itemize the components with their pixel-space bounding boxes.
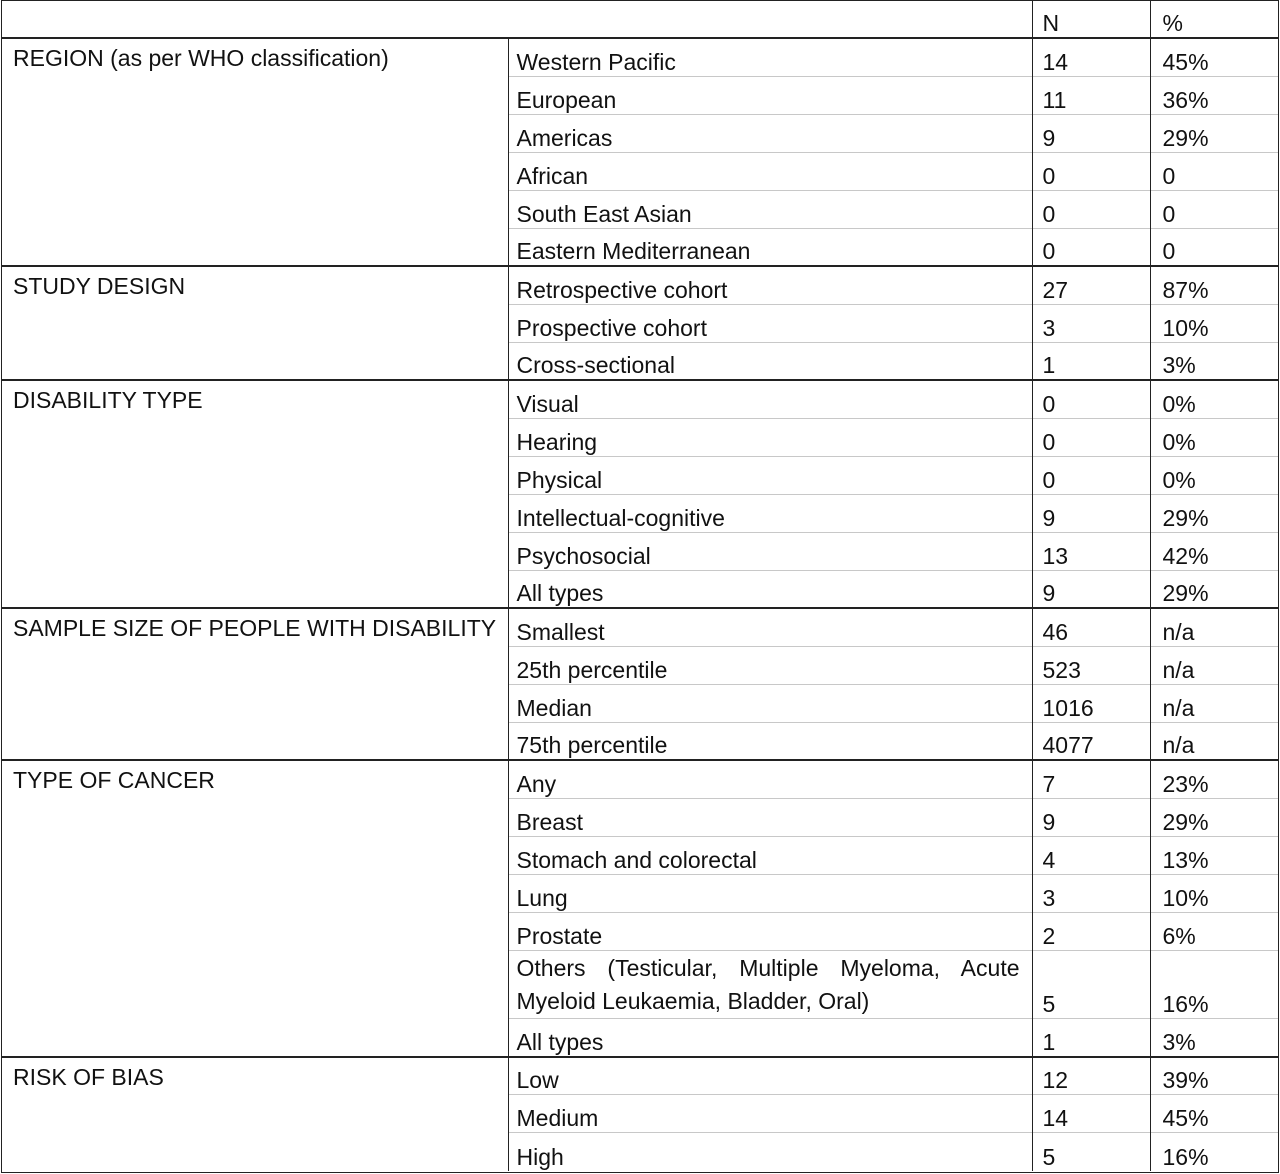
subcategory-label: Americas: [508, 114, 1032, 152]
count-value: 1: [1032, 342, 1150, 380]
count-value: 0: [1032, 456, 1150, 494]
count-value: 0: [1032, 418, 1150, 456]
subcategory-label: Prostate: [508, 912, 1032, 950]
count-value: 9: [1032, 570, 1150, 608]
count-value: 9: [1032, 494, 1150, 532]
table-row: [2, 266, 1278, 304]
subcategory-label: European: [508, 76, 1032, 114]
percent-value: 6%: [1150, 912, 1278, 950]
category-label: STUDY DESIGN: [2, 266, 508, 380]
percent-value: 45%: [1150, 38, 1278, 76]
count-value: 14: [1032, 1095, 1150, 1133]
percent-value: 16%: [1150, 950, 1278, 1019]
percent-value: 10%: [1150, 874, 1278, 912]
table-row: [2, 760, 1278, 798]
header-percent: %: [1162, 10, 1183, 37]
count-value: 12: [1032, 1057, 1150, 1095]
percent-value: 29%: [1150, 494, 1278, 532]
percent-value: 23%: [1150, 760, 1278, 798]
category-label: SAMPLE SIZE OF PEOPLE WITH DISABILITY: [2, 608, 508, 760]
category-label: TYPE OF CANCER: [2, 760, 508, 1057]
subcategory-label: All types: [508, 1019, 1032, 1057]
count-value: 1016: [1032, 684, 1150, 722]
count-value: 3: [1032, 304, 1150, 342]
count-value: 2: [1032, 912, 1150, 950]
subcategory-label: South East Asian: [508, 190, 1032, 228]
count-value: 4077: [1032, 722, 1150, 760]
subcategory-label: Any: [508, 760, 1032, 798]
subcategory-label: 75th percentile: [508, 722, 1032, 760]
subcategory-label: Visual: [508, 380, 1032, 418]
percent-value: 13%: [1150, 836, 1278, 874]
percent-value: 29%: [1150, 114, 1278, 152]
count-value: 0: [1032, 380, 1150, 418]
percent-value: 42%: [1150, 532, 1278, 570]
percent-value: n/a: [1150, 646, 1278, 684]
header-row: [2, 1, 1278, 38]
subcategory-label: Cross-sectional: [508, 342, 1032, 380]
subcategory-label: High: [508, 1133, 1032, 1171]
subcategory-label: Psychosocial: [508, 532, 1032, 570]
percent-value: 3%: [1150, 1019, 1278, 1057]
subcategory-label: Medium: [508, 1095, 1032, 1133]
percent-value: 39%: [1150, 1057, 1278, 1095]
table-row: [2, 1057, 1278, 1095]
subcategory-label: Hearing: [508, 418, 1032, 456]
percent-value: 10%: [1150, 304, 1278, 342]
percent-value: 16%: [1150, 1133, 1278, 1171]
count-value: 13: [1032, 532, 1150, 570]
percent-value: 87%: [1150, 266, 1278, 304]
count-value: 4: [1032, 836, 1150, 874]
subcategory-label: Breast: [508, 798, 1032, 836]
percent-value: n/a: [1150, 684, 1278, 722]
subcategory-label: Western Pacific: [508, 38, 1032, 76]
subcategory-label: Intellectual-cognitive: [508, 494, 1032, 532]
count-value: 0: [1032, 228, 1150, 266]
category-label: RISK OF BIAS: [2, 1057, 508, 1171]
count-value: 3: [1032, 874, 1150, 912]
count-value: 523: [1032, 646, 1150, 684]
count-value: 27: [1032, 266, 1150, 304]
percent-value: 3%: [1150, 342, 1278, 380]
count-value: 5: [1032, 950, 1150, 1019]
subcategory-label: Low: [508, 1057, 1032, 1095]
subcategory-label: Median: [508, 684, 1032, 722]
percent-value: 0%: [1150, 380, 1278, 418]
subcategory-label: Lung: [508, 874, 1032, 912]
category-label: DISABILITY TYPE: [2, 380, 508, 608]
category-label: REGION (as per WHO classification): [2, 38, 508, 266]
percent-value: 0%: [1150, 456, 1278, 494]
percent-value: 45%: [1150, 1095, 1278, 1133]
count-value: 5: [1032, 1133, 1150, 1171]
subcategory-label: 25th percentile: [508, 646, 1032, 684]
percent-value: 0: [1150, 152, 1278, 190]
count-value: 1: [1032, 1019, 1150, 1057]
count-value: 9: [1032, 798, 1150, 836]
count-value: 9: [1032, 114, 1150, 152]
table-row: [2, 608, 1278, 646]
percent-value: 0: [1150, 228, 1278, 266]
subcategory-label: Physical: [508, 456, 1032, 494]
count-value: 0: [1032, 190, 1150, 228]
table-row: [2, 380, 1278, 418]
count-value: 7: [1032, 760, 1150, 798]
subcategory-label: Smallest: [508, 608, 1032, 646]
subcategory-label: African: [508, 152, 1032, 190]
subcategory-label: All types: [508, 570, 1032, 608]
subcategory-label: Prospective cohort: [508, 304, 1032, 342]
subcategory-label: Stomach and colorectal: [508, 836, 1032, 874]
count-value: 0: [1032, 152, 1150, 190]
percent-value: n/a: [1150, 608, 1278, 646]
percent-value: 29%: [1150, 798, 1278, 836]
count-value: 11: [1032, 76, 1150, 114]
table-row: [2, 38, 1278, 76]
percent-value: 29%: [1150, 570, 1278, 608]
header-blank-cell: [2, 1, 1032, 38]
subcategory-label: Retrospective cohort: [508, 266, 1032, 304]
percent-value: 0: [1150, 190, 1278, 228]
subcategory-label: Others (Testicular, Multiple Myeloma, Acute Myeloid Leukaemia, Bladder, Oral): [508, 950, 1032, 1019]
summary-table: [2, 1, 1278, 1171]
header-n: N: [1032, 1, 1150, 38]
subcategory-label: Eastern Mediterranean: [508, 228, 1032, 266]
percent-value: 36%: [1150, 76, 1278, 114]
count-value: 46: [1032, 608, 1150, 646]
percent-value: 0%: [1150, 418, 1278, 456]
count-value: 14: [1032, 38, 1150, 76]
table-body: [2, 1, 1278, 1171]
percent-value: n/a: [1150, 722, 1278, 760]
